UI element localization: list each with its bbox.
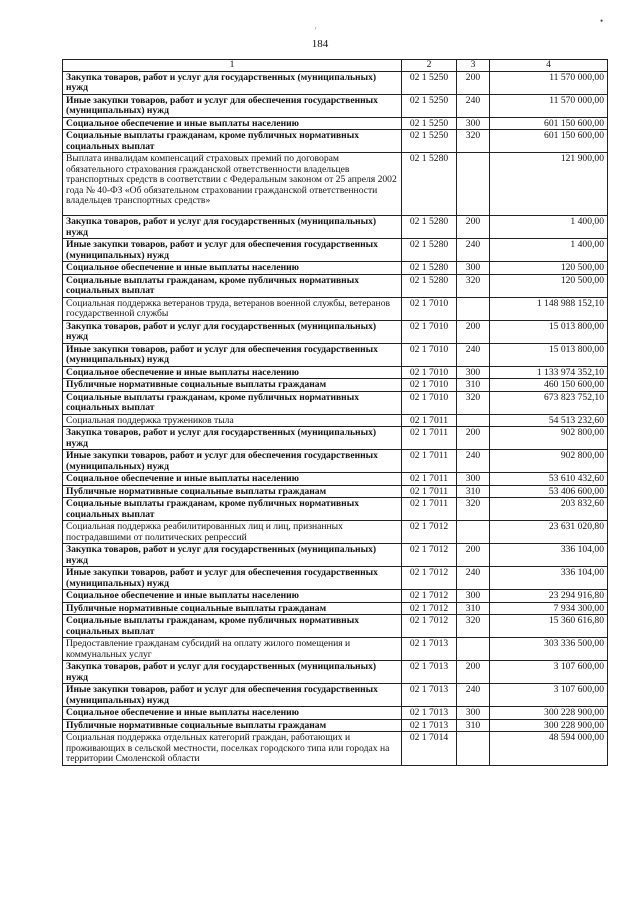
row-vr-cell: 200	[457, 661, 490, 684]
row-name-cell: Социальное обеспечение и иные выплаты населению	[63, 366, 402, 379]
row-name-cell: Социальное обеспечение и иные выплаты населению	[63, 473, 402, 486]
row-name-cell: Публичные нормативные социальные выплаты гражданам	[63, 719, 402, 732]
row-vr-cell: 200	[457, 320, 490, 343]
table-row	[63, 297, 608, 320]
row-vr-cell: 320	[457, 498, 490, 521]
row-sum-cell: 15 013 800,00	[490, 343, 608, 366]
row-name-cell: Закупка товаров, работ и услуг для государственных (муниципальных) нужд	[63, 216, 402, 239]
table-header-row	[63, 60, 608, 72]
row-sum-cell: 902 800,00	[490, 450, 608, 473]
row-vr-cell	[457, 297, 490, 320]
table-row	[63, 602, 608, 615]
row-code-cell: 02 1 7010	[402, 343, 457, 366]
table-row	[63, 117, 608, 130]
table-row	[63, 391, 608, 414]
table-row	[63, 274, 608, 297]
row-sum-cell: 7 934 300,00	[490, 602, 608, 615]
row-name-cell: Закупка товаров, работ и услуг для государственных (муниципальных) нужд	[63, 661, 402, 684]
row-code-cell: 02 1 7014	[402, 732, 457, 766]
row-name-cell: Социальные выплаты гражданам, кроме публичных нормативных социальных выплат	[63, 498, 402, 521]
row-name-cell: Предоставление гражданам субсидий на оплату жилого помещения и коммунальных услуг	[63, 638, 402, 661]
row-name-cell: Социальные выплаты гражданам, кроме публичных нормативных социальных выплат	[63, 274, 402, 297]
row-name-cell: Иные закупки товаров, работ и услуг для обеспечения государственных (муниципальных) нужд	[63, 239, 402, 262]
row-code-cell: 02 1 7012	[402, 590, 457, 603]
row-sum-cell: 336 104,00	[490, 567, 608, 590]
column-header: 1	[63, 60, 402, 72]
table-row	[63, 343, 608, 366]
row-vr-cell: 240	[457, 343, 490, 366]
column-header: 4	[490, 60, 608, 72]
row-sum-cell: 203 832,60	[490, 498, 608, 521]
row-sum-cell: 11 570 000,00	[490, 94, 608, 117]
row-sum-cell: 54 513 232,60	[490, 414, 608, 427]
column-header: 3	[457, 60, 490, 72]
row-vr-cell: 200	[457, 544, 490, 567]
table-row	[63, 521, 608, 544]
row-code-cell: 02 1 5280	[402, 153, 457, 216]
row-code-cell: 02 1 5280	[402, 274, 457, 297]
row-sum-cell: 601 150 600,00	[490, 117, 608, 130]
row-vr-cell	[457, 153, 490, 216]
row-sum-cell: 1 148 988 152,10	[490, 297, 608, 320]
table-row	[63, 130, 608, 153]
row-sum-cell: 3 107 600,00	[490, 661, 608, 684]
row-vr-cell: 310	[457, 719, 490, 732]
table-row	[63, 638, 608, 661]
row-sum-cell: 1 133 974 352,10	[490, 366, 608, 379]
row-sum-cell: 1 400,00	[490, 216, 608, 239]
row-vr-cell: 300	[457, 366, 490, 379]
row-code-cell: 02 1 7011	[402, 473, 457, 486]
row-code-cell: 02 1 7013	[402, 661, 457, 684]
table-row	[63, 498, 608, 521]
row-code-cell: 02 1 7013	[402, 638, 457, 661]
row-vr-cell: 300	[457, 707, 490, 720]
row-code-cell: 02 1 5280	[402, 239, 457, 262]
row-code-cell: 02 1 5250	[402, 71, 457, 94]
row-name-cell: Социальная поддержка реабилитированных лиц и лиц, признанных пострадавшими от политических репрессий	[63, 521, 402, 544]
row-vr-cell: 240	[457, 567, 490, 590]
scan-mark: '	[315, 26, 317, 35]
row-name-cell: Закупка товаров, работ и услуг для государственных (муниципальных) нужд	[63, 544, 402, 567]
row-name-cell: Социальные выплаты гражданам, кроме публичных нормативных социальных выплат	[63, 391, 402, 414]
row-sum-cell: 120 500,00	[490, 262, 608, 275]
table-row	[63, 732, 608, 766]
row-sum-cell: 902 800,00	[490, 427, 608, 450]
row-name-cell: Социальная поддержка отдельных категорий граждан, работающих и проживающих в сельской местности, поселках городского типа или городах на территории Смоленской области	[63, 732, 402, 766]
table-row	[63, 94, 608, 117]
table-row	[63, 379, 608, 392]
table-row	[63, 590, 608, 603]
row-vr-cell: 320	[457, 130, 490, 153]
row-sum-cell: 48 594 000,00	[490, 732, 608, 766]
table-row	[63, 262, 608, 275]
table-row	[63, 615, 608, 638]
table-row	[63, 473, 608, 486]
table-row	[63, 661, 608, 684]
row-sum-cell: 460 150 600,00	[490, 379, 608, 392]
budget-table	[62, 59, 608, 766]
row-code-cell: 02 1 5250	[402, 117, 457, 130]
table-row	[63, 450, 608, 473]
page-number: 184	[311, 38, 329, 50]
row-name-cell: Иные закупки товаров, работ и услуг для обеспечения государственных (муниципальных) нужд	[63, 684, 402, 707]
row-vr-cell: 300	[457, 117, 490, 130]
row-sum-cell: 3 107 600,00	[490, 684, 608, 707]
row-name-cell: Закупка товаров, работ и услуг для государственных (муниципальных) нужд	[63, 71, 402, 94]
row-vr-cell: 320	[457, 391, 490, 414]
table-row	[63, 366, 608, 379]
row-sum-cell: 15 360 616,80	[490, 615, 608, 638]
row-code-cell: 02 1 7012	[402, 544, 457, 567]
row-sum-cell: 1 400,00	[490, 239, 608, 262]
row-code-cell: 02 1 7012	[402, 521, 457, 544]
row-sum-cell: 673 823 752,10	[490, 391, 608, 414]
table-row	[63, 427, 608, 450]
row-name-cell: Закупка товаров, работ и услуг для государственных (муниципальных) нужд	[63, 320, 402, 343]
row-code-cell: 02 1 5250	[402, 94, 457, 117]
row-name-cell: Социальное обеспечение и иные выплаты населению	[63, 590, 402, 603]
row-name-cell: Иные закупки товаров, работ и услуг для обеспечения государственных (муниципальных) нужд	[63, 94, 402, 117]
row-name-cell: Публичные нормативные социальные выплаты гражданам	[63, 485, 402, 498]
scan-mark: •	[600, 16, 604, 26]
row-code-cell: 02 1 5280	[402, 262, 457, 275]
row-sum-cell: 53 610 432,60	[490, 473, 608, 486]
row-code-cell: 02 1 7011	[402, 427, 457, 450]
row-vr-cell: 310	[457, 485, 490, 498]
row-code-cell: 02 1 7013	[402, 684, 457, 707]
row-vr-cell: 240	[457, 239, 490, 262]
row-vr-cell: 200	[457, 71, 490, 94]
row-vr-cell: 320	[457, 615, 490, 638]
row-code-cell: 02 1 7010	[402, 297, 457, 320]
row-name-cell: Закупка товаров, работ и услуг для государственных (муниципальных) нужд	[63, 427, 402, 450]
row-vr-cell: 310	[457, 602, 490, 615]
row-vr-cell: 310	[457, 379, 490, 392]
row-code-cell: 02 1 7013	[402, 707, 457, 720]
row-sum-cell: 300 228 900,00	[490, 707, 608, 720]
row-name-cell: Публичные нормативные социальные выплаты гражданам	[63, 602, 402, 615]
table-row	[63, 684, 608, 707]
row-vr-cell: 200	[457, 216, 490, 239]
row-code-cell: 02 1 7010	[402, 379, 457, 392]
table-row	[63, 216, 608, 239]
row-name-cell: Социальное обеспечение и иные выплаты населению	[63, 262, 402, 275]
column-header: 2	[402, 60, 457, 72]
row-code-cell: 02 1 5250	[402, 130, 457, 153]
row-vr-cell: 240	[457, 94, 490, 117]
row-vr-cell: 240	[457, 684, 490, 707]
row-vr-cell	[457, 638, 490, 661]
row-name-cell: Иные закупки товаров, работ и услуг для обеспечения государственных (муниципальных) нужд	[63, 343, 402, 366]
row-sum-cell: 11 570 000,00	[490, 71, 608, 94]
row-vr-cell	[457, 414, 490, 427]
row-name-cell: Социальная поддержка ветеранов труда, ветеранов военной службы, ветеранов государственной службы	[63, 297, 402, 320]
row-sum-cell: 336 104,00	[490, 544, 608, 567]
table-row	[63, 414, 608, 427]
row-sum-cell: 23 294 916,80	[490, 590, 608, 603]
row-name-cell: Публичные нормативные социальные выплаты гражданам	[63, 379, 402, 392]
row-sum-cell: 23 631 020,80	[490, 521, 608, 544]
table-row	[63, 567, 608, 590]
row-name-cell: Социальная поддержка тружеников тыла	[63, 414, 402, 427]
row-vr-cell	[457, 521, 490, 544]
row-name-cell: Социальные выплаты гражданам, кроме публичных нормативных социальных выплат	[63, 615, 402, 638]
row-code-cell: 02 1 7011	[402, 485, 457, 498]
row-vr-cell: 300	[457, 262, 490, 275]
row-code-cell: 02 1 7010	[402, 366, 457, 379]
row-vr-cell: 320	[457, 274, 490, 297]
row-vr-cell: 200	[457, 427, 490, 450]
table-row	[63, 320, 608, 343]
table-row	[63, 153, 608, 216]
row-code-cell: 02 1 7012	[402, 602, 457, 615]
row-name-cell: Социальные выплаты гражданам, кроме публичных нормативных социальных выплат	[63, 130, 402, 153]
row-vr-cell: 240	[457, 450, 490, 473]
row-name-cell: Социальное обеспечение и иные выплаты населению	[63, 117, 402, 130]
row-sum-cell: 15 013 800,00	[490, 320, 608, 343]
row-name-cell: Социальное обеспечение и иные выплаты населению	[63, 707, 402, 720]
row-name-cell: Иные закупки товаров, работ и услуг для обеспечения государственных (муниципальных) нужд	[63, 567, 402, 590]
row-sum-cell: 120 500,00	[490, 274, 608, 297]
table-row	[63, 239, 608, 262]
row-vr-cell: 300	[457, 590, 490, 603]
row-code-cell: 02 1 7010	[402, 320, 457, 343]
row-sum-cell: 53 406 600,00	[490, 485, 608, 498]
row-code-cell: 02 1 7011	[402, 498, 457, 521]
row-name-cell: Иные закупки товаров, работ и услуг для обеспечения государственных (муниципальных) нужд	[63, 450, 402, 473]
row-sum-cell: 303 336 500,00	[490, 638, 608, 661]
row-vr-cell: 300	[457, 473, 490, 486]
row-code-cell: 02 1 7010	[402, 391, 457, 414]
row-code-cell: 02 1 7012	[402, 615, 457, 638]
row-sum-cell: 121 900,00	[490, 153, 608, 216]
row-code-cell: 02 1 7013	[402, 719, 457, 732]
table-row	[63, 544, 608, 567]
table-row	[63, 707, 608, 720]
row-name-cell: Выплата инвалидам компенсаций страховых премий по договорам обязательного страхования гражданской ответственности владельцев транспортных средств в соответствии с Федеральным законом от 25 апреля 2002 года № 40-ФЗ «Об обязательном страховании гражданской ответственности владельцев транспортных средств»	[63, 153, 402, 216]
row-sum-cell: 300 228 900,00	[490, 719, 608, 732]
row-vr-cell	[457, 732, 490, 766]
table-row	[63, 71, 608, 94]
row-sum-cell: 601 150 600,00	[490, 130, 608, 153]
table-row	[63, 485, 608, 498]
row-code-cell: 02 1 7012	[402, 567, 457, 590]
table-row	[63, 719, 608, 732]
row-code-cell: 02 1 7011	[402, 450, 457, 473]
row-code-cell: 02 1 7011	[402, 414, 457, 427]
row-code-cell: 02 1 5280	[402, 216, 457, 239]
